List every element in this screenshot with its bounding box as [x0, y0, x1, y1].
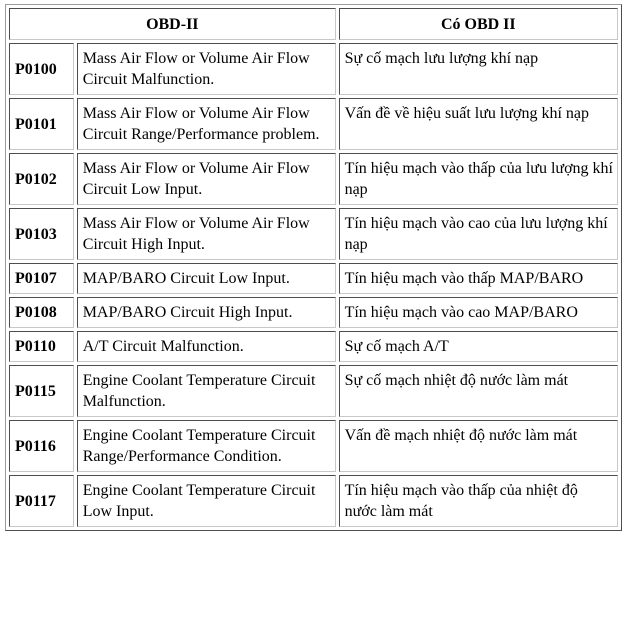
dtc-description-en: Mass Air Flow or Volume Air Flow Circuit High Input. [77, 208, 336, 260]
table-row [9, 475, 618, 527]
dtc-code: P0100 [9, 43, 74, 95]
dtc-description-en: Engine Coolant Temperature Circuit Low Input. [77, 475, 336, 527]
dtc-description-en: MAP/BARO Circuit Low Input. [77, 263, 336, 294]
header-co-obd-ii: Có OBD II [339, 8, 618, 40]
dtc-description-vi: Vấn đề về hiệu suất lưu lượng khí nạp [339, 98, 618, 150]
dtc-description-en: Engine Coolant Temperature Circuit Range/Performance Condition. [77, 420, 336, 472]
dtc-code: P0108 [9, 297, 74, 328]
dtc-description-vi: Tín hiệu mạch vào cao của lưu lượng khí nạp [339, 208, 618, 260]
dtc-description-en: MAP/BARO Circuit High Input. [77, 297, 336, 328]
table-row [9, 98, 618, 150]
dtc-code: P0101 [9, 98, 74, 150]
dtc-description-vi: Sự cố mạch nhiệt độ nước làm mát [339, 365, 618, 417]
dtc-description-vi: Tín hiệu mạch vào thấp MAP/BARO [339, 263, 618, 294]
dtc-description-en: A/T Circuit Malfunction. [77, 331, 336, 362]
table-row [9, 263, 618, 294]
table-row [9, 208, 618, 260]
dtc-description-en: Mass Air Flow or Volume Air Flow Circuit Range/Performance problem. [77, 98, 336, 150]
dtc-description-vi: Vấn đề mạch nhiệt độ nước làm mát [339, 420, 618, 472]
table-row [9, 331, 618, 362]
dtc-code: P0107 [9, 263, 74, 294]
table-header-row [9, 8, 618, 40]
dtc-code: P0116 [9, 420, 74, 472]
dtc-code: P0102 [9, 153, 74, 205]
table-row [9, 420, 618, 472]
dtc-code: P0103 [9, 208, 74, 260]
dtc-code: P0117 [9, 475, 74, 527]
table-row [9, 43, 618, 95]
dtc-code: P0110 [9, 331, 74, 362]
dtc-description-en: Mass Air Flow or Volume Air Flow Circuit Low Input. [77, 153, 336, 205]
dtc-code: P0115 [9, 365, 74, 417]
table-row [9, 297, 618, 328]
dtc-description-vi: Tín hiệu mạch vào cao MAP/BARO [339, 297, 618, 328]
obd-code-table [5, 4, 622, 531]
dtc-description-vi: Tín hiệu mạch vào thấp của nhiệt độ nước làm mát [339, 475, 618, 527]
dtc-description-en: Mass Air Flow or Volume Air Flow Circuit Malfunction. [77, 43, 336, 95]
dtc-description-vi: Tín hiệu mạch vào thấp của lưu lượng khí nạp [339, 153, 618, 205]
dtc-description-vi: Sự cố mạch lưu lượng khí nạp [339, 43, 618, 95]
header-obd-ii: OBD-II [9, 8, 336, 40]
table-row [9, 365, 618, 417]
table-row [9, 153, 618, 205]
dtc-description-vi: Sự cố mạch A/T [339, 331, 618, 362]
dtc-description-en: Engine Coolant Temperature Circuit Malfunction. [77, 365, 336, 417]
